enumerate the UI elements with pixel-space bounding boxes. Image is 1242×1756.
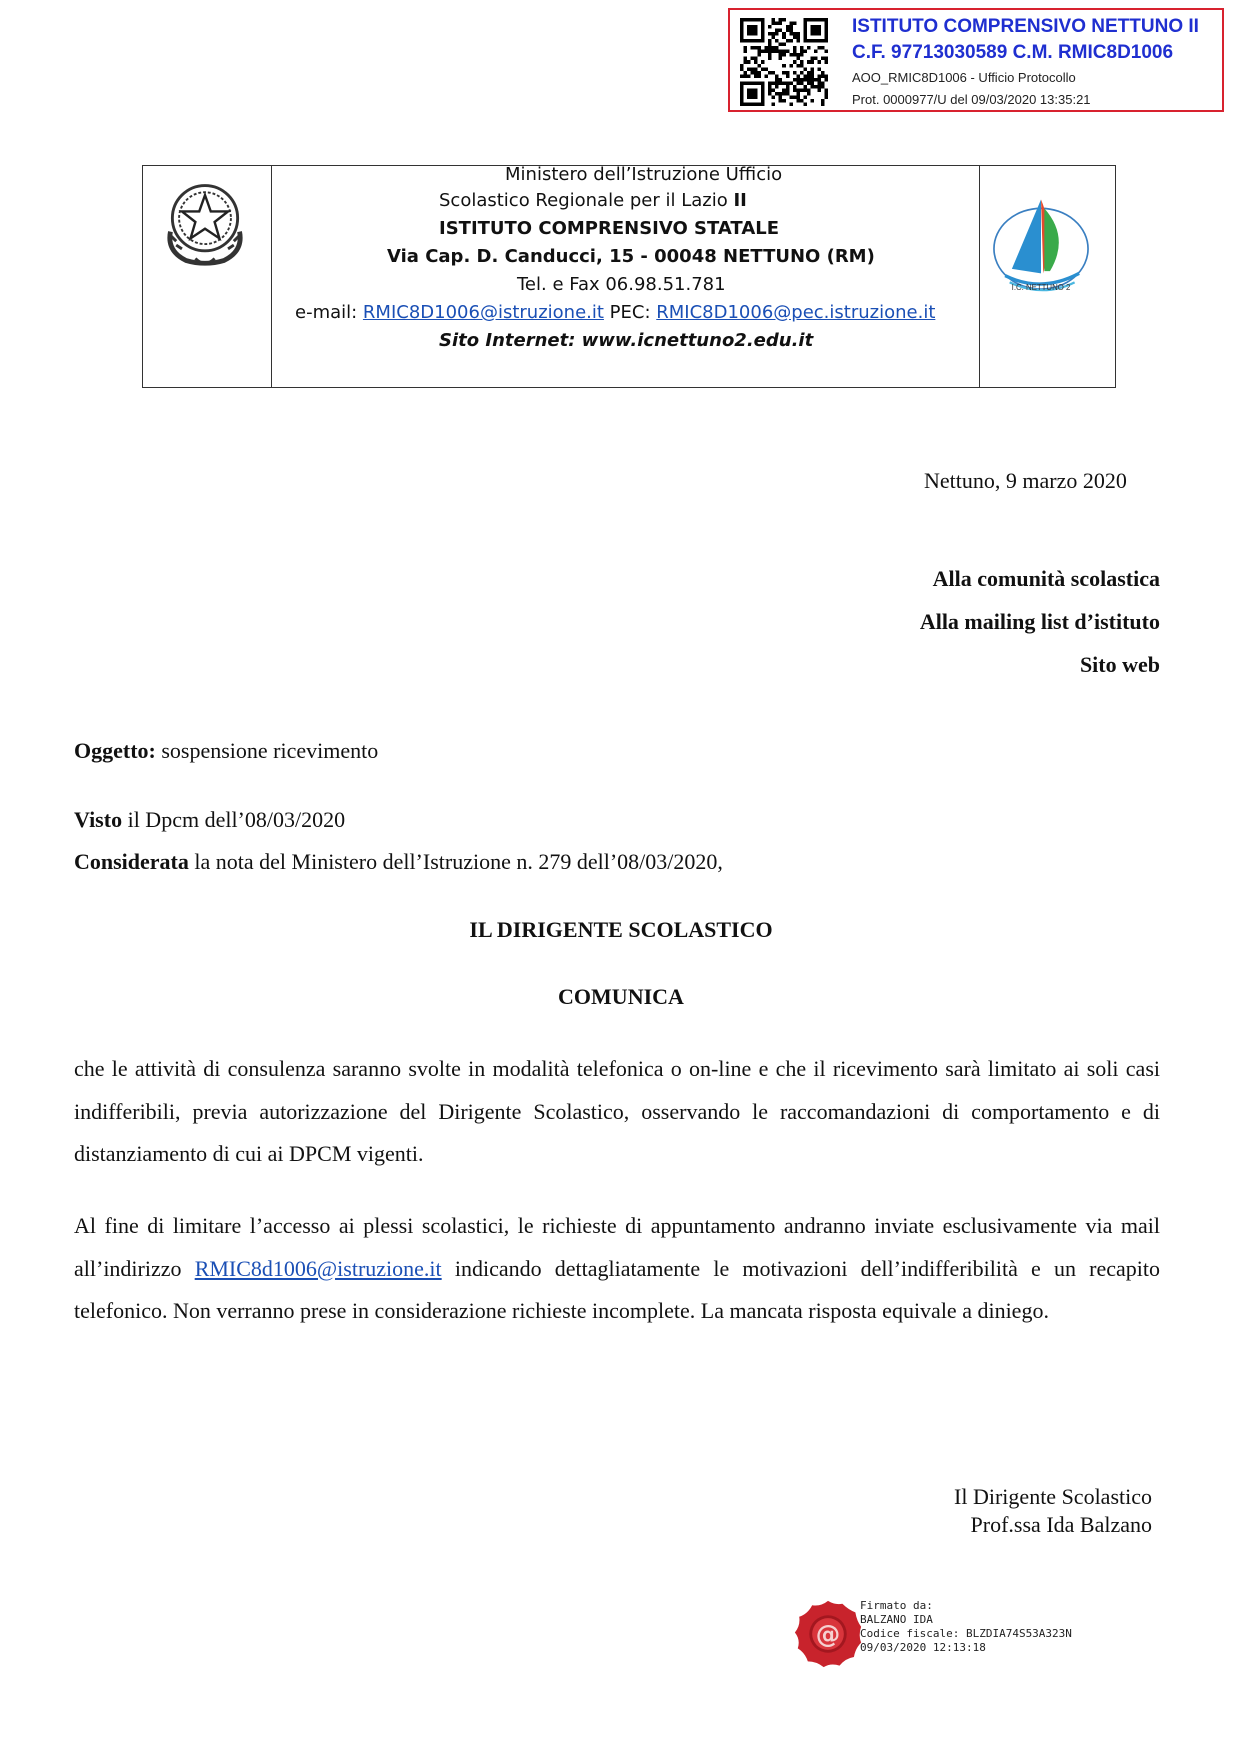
appointment-email-link[interactable]: RMIC8d1006@istruzione.it: [194, 1255, 442, 1281]
signature-role: Il Dirigente Scolastico: [954, 1484, 1152, 1509]
stamp-protocol-number: Prot. 0000977/U del 09/03/2020 13:35:21: [852, 92, 1091, 107]
paragraph-1: che le attività di consulenza saranno svolte in modalità telefonica o on-line e che il ricevimento sarà limitato ai soli casi indifferibili, previa autorizzazione del Dirigente Scolastico, osservando le raccomandazioni di comportamento e di distanziamento di cui ai DPCM vigenti.: [74, 1056, 1160, 1166]
recipient-3: Sito web: [1079, 652, 1160, 677]
regional-office-line: Scolastico Regionale per il Lazio II: [439, 190, 747, 211]
stamp-codes: C.F. 97713030589 C.M. RMIC8D1006: [852, 42, 1174, 63]
visto-line: Visto il Dpcm dell’08/03/2020: [74, 807, 346, 832]
republic-emblem-icon: [153, 174, 257, 270]
recipient-2: Alla mailing list d’istituto: [919, 609, 1160, 634]
logo-text: I.C. NETTUNO 2: [1011, 283, 1071, 293]
signature-timestamp: 09/03/2020 12:13:18: [860, 1641, 986, 1654]
ministry-line: Ministero dell’Istruzione Ufficio: [505, 164, 783, 185]
school-logo-icon: [985, 186, 1097, 298]
signature-name: Prof.ssa Ida Balzano: [970, 1512, 1152, 1537]
protocol-stamp: [728, 8, 1224, 112]
website-line: Sito Internet: www.icnettuno2.edu.it: [439, 330, 814, 351]
subject-line: Oggetto: sospensione ricevimento: [74, 738, 379, 763]
letterhead: [142, 165, 1116, 388]
heading-comunica: COMUNICA: [558, 984, 684, 1009]
qr-code-icon: [740, 18, 828, 106]
heading-dirigente: IL DIRIGENTE SCOLASTICO: [469, 917, 773, 942]
signer-name: BALZANO IDA: [860, 1613, 933, 1626]
school-address: Via Cap. D. Canducci, 15 - 00048 NETTUNO (RM): [387, 246, 875, 267]
place-date: Nettuno, 9 marzo 2020: [924, 468, 1127, 493]
signer-fiscal-code: Codice fiscale: BLZDIA74S53A323N: [860, 1627, 1072, 1640]
svg-text:@: @: [815, 1619, 841, 1649]
pec-link[interactable]: RMIC8D1006@pec.istruzione.it: [656, 302, 936, 323]
school-name: ISTITUTO COMPRENSIVO STATALE: [439, 218, 780, 239]
school-phone: Tel. e Fax 06.98.51.781: [517, 274, 726, 295]
stamp-office: AOO_RMIC8D1006 - Ufficio Protocollo: [852, 70, 1076, 85]
contact-line: e-mail: RMIC8D1006@istruzione.it PEC: RMIC8D1006@pec.istruzione.it: [295, 302, 936, 323]
stamp-school-name: ISTITUTO COMPRENSIVO NETTUNO II: [852, 16, 1199, 37]
paragraph-2: Al fine di limitare l’accesso ai plessi scolastici, le richieste di appuntamento andranno inviate esclusivamente via mail all’indirizzo RMIC8d1006@istruzione.it indicando dettagliatamente le motivazioni dell’indifferibilità e un recapito telefonico. Non verranno prese in considerazione richieste incomplete. La mancata risposta equivale a diniego.: [74, 1213, 1160, 1323]
recipient-1: Alla comunità scolastica: [932, 566, 1160, 591]
considerata-line: Considerata la nota del Ministero dell’Istruzione n. 279 dell’08/03/2020,: [74, 849, 723, 874]
email-link[interactable]: RMIC8D1006@istruzione.it: [362, 302, 604, 323]
wax-seal-icon: [792, 1598, 864, 1670]
signed-by-label: Firmato da:: [860, 1599, 933, 1612]
